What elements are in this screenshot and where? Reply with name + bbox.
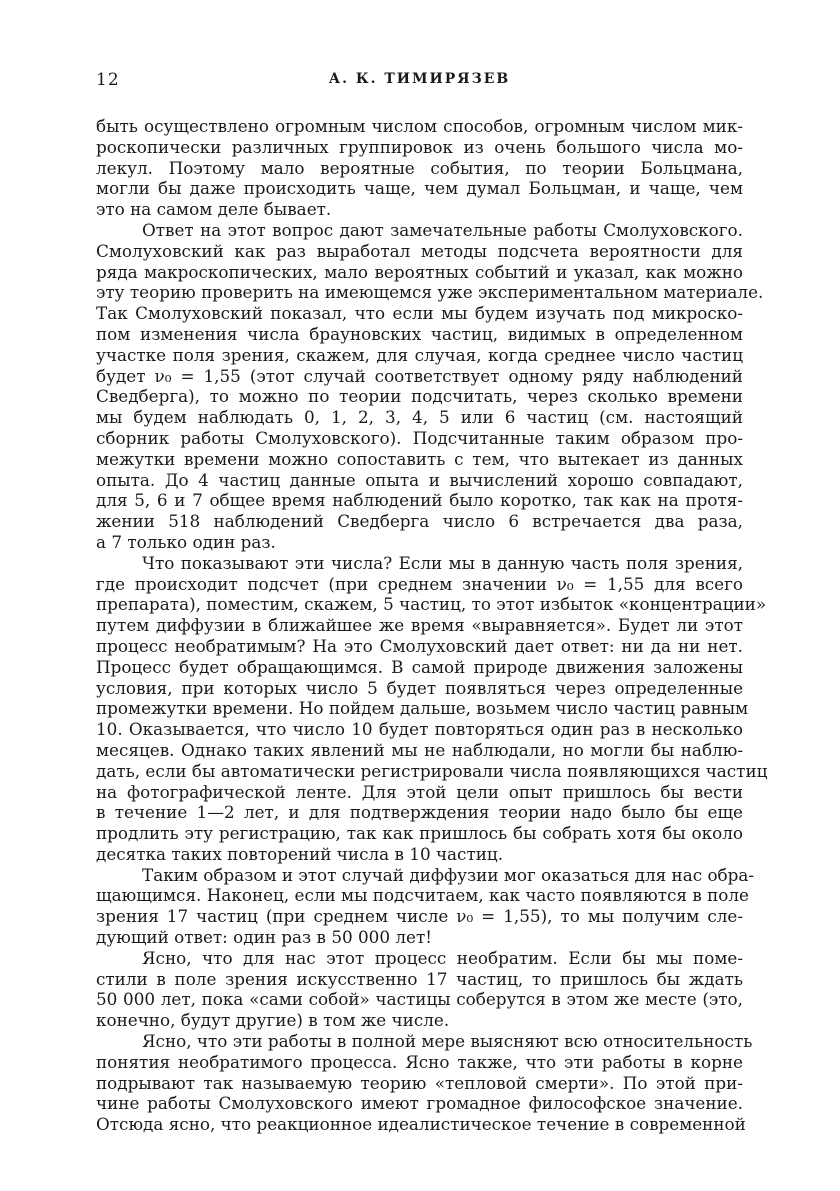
text-line: опыта. До 4 частиц данные опыта и вычислений хорошо совпадают, [96, 469, 743, 490]
text-line: препарата), поместим, скажем, 5 частиц, то этот избыток «концентрации» [96, 594, 767, 615]
text-line: Ясно, что для нас этот процесс необратим. Если бы мы поме- [142, 947, 743, 968]
text-line: на фотографической ленте. Для этой цели опыт пришлось бы вести [96, 781, 743, 802]
text-line: Ясно, что эти работы в полной мере выясняют всю относительность [142, 1031, 753, 1052]
text-line: Таким образом и этот случай диффузии мог оказаться для нас обра- [142, 864, 755, 885]
text-line: жении 518 наблюдений Сведберга число 6 встречается два раза, [96, 511, 743, 532]
text-line: продлить эту регистрацию, так как пришлось бы собрать хотя бы около [96, 823, 743, 844]
text-line: ряда макроскопических, мало вероятных событий и указал, как можно [96, 261, 743, 282]
text-line: Так Смолуховский показал, что если мы будем изучать под микроско- [96, 303, 743, 324]
text-line: чине работы Смолуховского имеют громадное философское значение. [96, 1093, 743, 1114]
text-line: Ответ на этот вопрос дают замечательные работы Смолуховского. [142, 219, 743, 240]
text-line: это на самом деле бывает. [96, 199, 332, 220]
text-line: будет ν₀ = 1,55 (этот случай соответствует одному ряду наблюдений [96, 365, 743, 386]
text-line: дующий ответ: один раз в 50 000 лет! [96, 927, 432, 948]
text-line: участке поля зрения, скажем, для случая, когда среднее число частиц [96, 344, 743, 365]
text-line: а 7 только один раз. [96, 531, 276, 552]
text-line: 10. Оказывается, что число 10 будет повторяться один раз в несколько [96, 719, 743, 740]
text-line: условия, при которых число 5 будет появляться через определенные [96, 677, 743, 698]
text-line: путем диффузии в ближайшее же время «выравняется». Будет ли этот [96, 615, 743, 636]
text-line: мы будем наблюдать 0, 1, 2, 3, 4, 5 или 6 частиц (см. настоящий [96, 407, 743, 428]
text-line: десятка таких повторений числа в 10 частиц. [96, 843, 504, 864]
text-line: для 5, 6 и 7 общее время наблюдений было коротко, так как на протя- [96, 490, 743, 511]
text-line: процесс необратимым? На это Смолуховский дает ответ: ни да ни нет. [96, 635, 743, 656]
page-header [96, 70, 743, 94]
text-line: могли бы даже происходить чаще, чем думал Больцман, и чаще, чем [96, 178, 743, 199]
text-line: лекул. Поэтому мало вероятные события, по теории Больцмана, [96, 157, 743, 178]
text-line: эту теорию проверить на имеющемся уже экспериментальном материале. [96, 282, 764, 303]
text-line: Что показывают эти числа? Если мы в данную часть поля зрения, [142, 552, 743, 573]
text-line: 50 000 лет, пока «сами собой» частицы соберутся в этом же месте (это, [96, 989, 743, 1010]
text-line: межутки времени можно сопоставить с тем, что вытекает из данных [96, 448, 743, 469]
running-head: А. К. ТИМИРЯЗЕВ [328, 71, 511, 87]
text-line: где происходит подсчет (при среднем значении ν₀ = 1,55 для всего [96, 573, 743, 594]
text-line: щающимся. Наконец, если мы подсчитаем, как часто появляются в поле [96, 885, 749, 906]
text-line: подрывают так называемую теорию «тепловой смерти». По этой при- [96, 1072, 743, 1093]
page-number: 12 [96, 70, 120, 90]
body-text [96, 116, 768, 1135]
text-line: в течение 1—2 лет, и для подтверждения теории надо было бы еще [96, 802, 743, 823]
text-line: стили в поле зрения искусственно 17 частиц, то пришлось бы ждать [96, 968, 743, 989]
text-line: роскопически различных группировок из очень большого числа мо- [96, 136, 743, 157]
text-line: пом изменения числа брауновских частиц, видимых в определенном [96, 323, 743, 344]
text-line: Сведберга), то можно по теории подсчитать, через сколько времени [96, 386, 743, 407]
text-line: промежутки времени. Но пойдем дальше, возьмем число частиц равным [96, 698, 749, 719]
text-line: быть осуществлено огромным числом способов, огромным числом мик- [96, 116, 743, 136]
text-line: сборник работы Смолуховского). Подсчитанные таким образом про- [96, 427, 743, 448]
text-line: дать, если бы автоматически регистрировали числа появляющихся частиц [96, 760, 768, 781]
text-line: Процесс будет обращающимся. В самой природе движения заложены [96, 656, 743, 677]
text-line: месяцев. Однако таких явлений мы не наблюдали, но могли бы наблю- [96, 739, 743, 760]
text-line: Отсюда ясно, что реакционное идеалистическое течение в современной [96, 1114, 746, 1135]
text-line: конечно, будут другие) в том же числе. [96, 1010, 450, 1031]
text-line: зрения 17 частиц (при среднем числе ν₀ = 1,55), то мы получим сле- [96, 906, 743, 927]
text-line: Смолуховский как раз выработал методы подсчета вероятности для [96, 240, 743, 261]
text-line: понятия необратимого процесса. Ясно также, что эти работы в корне [96, 1051, 743, 1072]
